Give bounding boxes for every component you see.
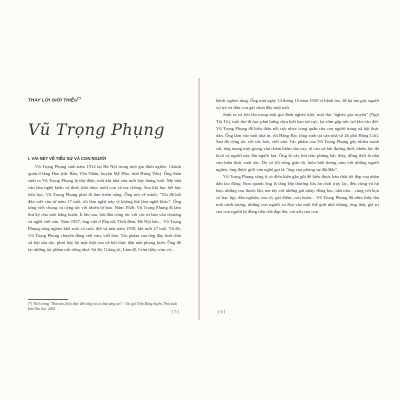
right-page [200,0,400,400]
page-number: [ 6 ] [218,309,226,314]
paragraph: Vũ Trọng Phụng sinh năm 1912 tại Hà Nội trong một gia đình nghèo. Chánh quán ở làng Hảo (tức Bần, Yên Nhân, huyện Mỹ Hào, tỉnh Hưng Yên). Ông thân sinh ra Vũ Trọng Phụng là thợ điện, mất khi nhà văn mới bảy tháng tuổi. Mẹ nhà văn làm nghề khâu vá thuê, khó nhọc nuôi con và mẹ chồng. Sau khi học hết bậc tiểu học, Vũ Trọng Phụng phải đi làm kiếm sống. Ông nói về mình: "Tôi đã bắt đầu viết văn từ năm 17 tuổi, tôi làm nghề này vì không thể làm nghề khác". Ông từng viết chung và cộng tác với nhiều tờ báo. Năm 1926, Vũ Trọng Phụng đi làm thư ký cho một hãng buôn. Ít lâu sau, bắt đầu cộng tác với các tờ báo văn chương và nghề viết văn. Năm 1937, ông viết ở Phụ nữ, Thời đàm, Hà Nội báo... Vũ Trọng Phụng sống nghèo khổ suốt cả cuộc đời và mất năm 1939, khi mới 27 tuổi. Từ đó, Vũ Trọng Phụng chuyên đăng viết văn, viết báo. Tác phẩm của ông đầy tính chất xã hội sâu sắc, phơi bày bộ mặt thật của xã hội thực dân nửa phong kiến. Ông để lại những tác phẩm nổi tiếng như: Số đỏ, Giông tố, Làm đĩ, Cơm thầy cơm cô... [28,164,181,252]
page-number: [ 5 ] [172,309,180,314]
subheading: I. VÀI NÉT VỀ TIỂU SỬ VÀ CON NGƯỜI [28,156,106,161]
paragraph: Sinh ra và lớn lên trong một gia đình nghèo khổ, một thủ "nghèo gia truyền" (Ngô Tất Tố), tuổi thơ đi học phải hứng chịu biết bao túi cực, lại sớm gặp trắc trở khi vào đời. Vũ Trọng Phụng đã hiểu thấu nỗi cực nhọc cùng quẫn của con người trong xã hội thực dân. Ông làm cho một nhà in, rồi Hãng Bạc (ông sinh tại căn nhà số 26 phố Hàng Cót). Sau đó cộng tác với các báo, viết văn. Tác phẩm của Vũ Trọng Phụng gây nhiều tranh cãi, ông mang một giọng văn châm biếm sâu cay, tố cáo xã hội đương thời, nhiều lúc đả kích cả người này lẫn người kia. Ông là cây bút trào phúng bậc thầy, đồng thời là nhà văn hiện thực xuất sắc. Do có lối sống giản dị, luôn biết thông cảm với những người nghèo, ông được giới văn nghệ gọi là "ông vua phóng sự đất Bắc". [216,111,379,173]
section-heading-text: THAY LỜI GIỚI THIỆU [28,97,78,103]
chapter-title: Vũ Trọng Phụng [28,120,165,139]
footnote: (*) Trích trong "Nhà văn, hiệu thực đời sống và cá tính sáng tạo" - Tác giả Trần Đăng Suyền, Nhà xuất bản Văn học, 2002. [28,302,177,311]
section-heading [28,96,81,103]
section-heading-footnote-mark: (*) [77,96,81,100]
paragraph: Vũ Trọng Phụng sống ít có điều kiện gần gũi để hiểu được bản chất tốt đẹp của nhân dân lao động. Bọn quanh ông là tầng lớp thương lưu ăn chơi trụy lạc, đều cũng và hộ bạn, những vua thuốc lậu, me tây với những gái nhảy, đồng bạc, nhà nho... cùng với bọn cờ bạc bịp, đàn nghiện, ma cô, gái điếm, con buôn... Vũ Trọng Phụng đã nhìn thấy tận mắt cảnh tượng, những con người xa đọa vào một thế giới nhố nhăng, ông thấy giá trị của con người bị đồng tiền chà đạp lên, cái xấu của con [216,173,379,214]
paragraph: bệnh. nghèo túng. Ông mất ngày 13 tháng 10 năm 1939 vì bệnh lao, để lại mẹ già, người vợ trẻ và đứa con gái chưa đầy một tuổi. [216,98,379,110]
left-body-text [28,164,181,254]
footnote-divider [28,299,68,300]
right-body-text [216,98,379,215]
